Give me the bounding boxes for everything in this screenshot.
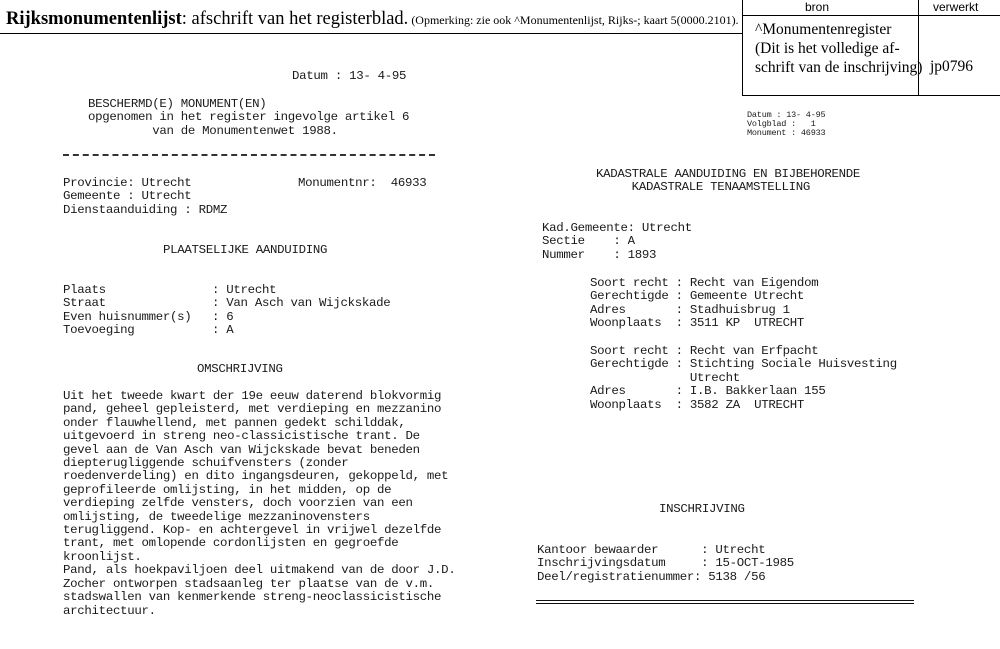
document-title (6, 9, 739, 30)
source-box-header-line (743, 15, 1000, 16)
continuation-meta: Datum : 13- 4-95 Volgblad : 1 Monument : 46933 (747, 110, 826, 138)
registration-heading: INSCHRIJVING (659, 502, 745, 516)
province-block: Provincie: Utrecht Gemeente : Utrecht Dienstaanduiding : RDMZ (63, 176, 228, 217)
processed-code: jp0796 (930, 58, 974, 75)
title-bold: Rijksmonumentenlijst (6, 9, 182, 29)
parcel-block: Kad.Gemeente: Utrecht Sectie : A Nummer : 1893 (542, 221, 692, 262)
location-values: : Utrecht : Van Asch van Wijckskade : 6 : A (212, 283, 391, 338)
monument-number: Monumentnr: 46933 (298, 176, 427, 190)
dashed-separator (63, 154, 435, 156)
title-note: (Opmerking: zie ook ^Monumentenlijst, Rijks-; kaart 5(0000.2101). (408, 13, 739, 27)
closing-double-rule (536, 600, 914, 604)
description-text: Uit het tweede kwart der 19e eeuw daterend blokvormig pand, geheel gepleisterd, met verdieping en mezzanino onder flauwhellend, met pannen gedekt schilddak, uitgevoerd in streng neo-classicistische trant. De gevel aan de Van Asch van Wijckskade bevat beneden diepterugliggende schuifvensters (zonder roedenverdeling) en dito ingangsdeuren, gekoppeld, met geprofileerde omlijsting, in het midden, op de verdieping zelfde vensters, doch voorzien van een omlijsting, de tweedelige mezzaninovensters terugliggend. Kop- en achtergevel in vrijwel dezelfde trant, met omlopende cordonlijsten en gegroefde kroonlijst. Pand, als hoekpaviljoen deel uitmakend van de door J.D. Zocher ontworpen stadsaanleg ter plaatse van de v.m. stadswallen van kenmerkende streng-neoclassicistische architectuur. (63, 389, 456, 618)
column-heading-processed: verwerkt (933, 0, 979, 14)
date-line: Datum : 13- 4-95 (292, 69, 407, 83)
description-heading: OMSCHRIJVING (197, 362, 283, 376)
protected-monument-heading: BESCHERMD(E) MONUMENT(EN) opgenomen in het register ingevolge artikel 6 van de Monumentenwet 1988. (88, 97, 410, 138)
location-labels: Plaats Straat Even huisnummer(s) Toevoeging (63, 283, 192, 338)
source-box (742, 0, 1000, 96)
header-rule (0, 33, 742, 34)
title-rest: : afschrift van het registerblad. (181, 9, 409, 29)
registration-block: Kantoor bewaarder : Utrecht Inschrijvingsdatum : 15-OCT-1985 Deel/registratienummer: 5138 /56 (537, 543, 794, 584)
ownership-right: Soort recht : Recht van Eigendom Gerechtigde : Gemeente Utrecht Adres : Stadhuisbrug 1 Woonplaats : 3511 KP UTRECHT (590, 276, 819, 331)
source-text: ^Monumentenregister (Dit is het volledige af- schrift van de inschrijving) (755, 21, 923, 76)
cadastral-heading: KADASTRALE AANDUIDING EN BIJBEHORENDE KADASTRALE TENAAMSTELLING (596, 167, 861, 195)
column-heading-source: bron (805, 0, 830, 14)
leasehold-right: Soort recht : Recht van Erfpacht Gerechtigde : Stichting Sociale Huisvesting Utrecht Adres : I.B. Bakkerlaan 155 Woonplaats : 3582 ZA UTRECHT (590, 344, 897, 412)
location-heading: PLAATSELIJKE AANDUIDING (163, 243, 328, 257)
